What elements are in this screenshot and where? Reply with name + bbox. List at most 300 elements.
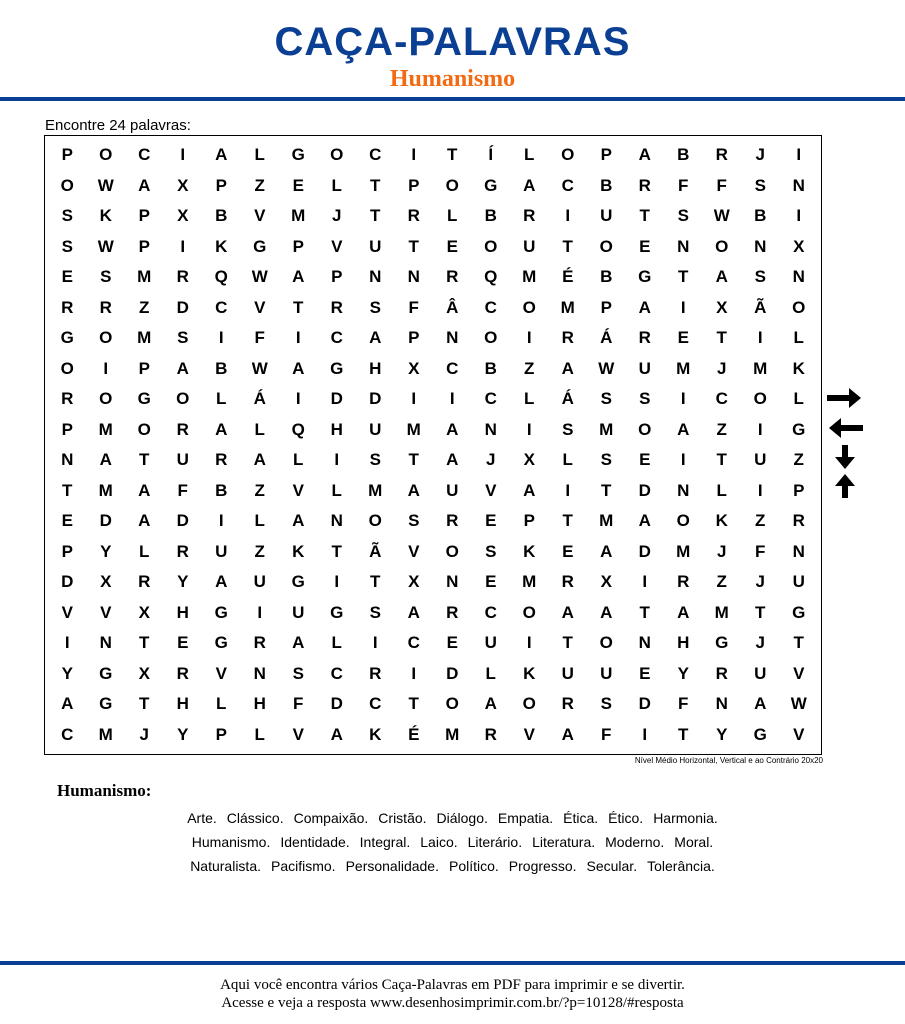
grid-cell: L <box>716 480 727 500</box>
grid-cell: U <box>600 206 613 226</box>
grid-cell: O <box>99 389 113 409</box>
grid-cell: T <box>139 633 150 653</box>
grid-cell: G <box>137 389 151 409</box>
grid-cell: O <box>484 236 498 256</box>
grid-cell: A <box>561 602 574 622</box>
grid-cell: Z <box>793 450 804 470</box>
grid-cell: V <box>292 480 304 500</box>
grid-cell: G <box>792 419 806 439</box>
grid-cell: L <box>254 724 265 744</box>
grid-cell: O <box>60 358 74 378</box>
grid-cell: E <box>562 541 574 561</box>
grid-cell: D <box>638 480 651 500</box>
grid-cell: A <box>484 694 497 714</box>
grid-cell: M <box>291 206 306 226</box>
grid-cell: H <box>330 419 343 439</box>
grid-cell: R <box>176 419 189 439</box>
grid-cell: P <box>215 175 227 195</box>
grid-cell: X <box>138 602 150 622</box>
grid-cell: G <box>753 724 767 744</box>
word-list-item: Ético. <box>608 810 644 826</box>
grid-cell: E <box>677 328 689 348</box>
grid-cell: M <box>599 419 614 439</box>
grid-cell: V <box>793 663 805 683</box>
grid-cell: T <box>562 511 573 531</box>
word-list-item: Personalidade. <box>345 858 439 874</box>
grid-cell: L <box>254 511 265 531</box>
grid-cell: A <box>138 511 151 531</box>
grid-cell: R <box>176 663 189 683</box>
grid-cell: M <box>522 267 537 287</box>
grid-cell: J <box>755 145 765 165</box>
grid-cell: S <box>600 450 612 470</box>
footer-divider <box>0 961 905 965</box>
grid-cell: P <box>331 267 343 287</box>
grid-cell: I <box>757 419 763 439</box>
grid-cell: F <box>293 694 304 714</box>
grid-cell: E <box>639 663 651 683</box>
grid-cell: H <box>176 602 189 622</box>
grid-cell: N <box>792 541 805 561</box>
grid-cell: V <box>215 663 227 683</box>
grid-cell: R <box>446 267 459 287</box>
word-list-item: Arte. <box>187 810 217 826</box>
grid-cell: X <box>793 236 805 256</box>
word-list-item: Literatura. <box>532 834 596 850</box>
grid-cell: A <box>215 419 228 439</box>
word-list-item: Empatia. <box>497 810 554 826</box>
grid-cell: N <box>677 480 690 500</box>
grid-cell: B <box>754 206 767 226</box>
grid-cell: U <box>754 663 767 683</box>
grid-cell: G <box>330 358 344 378</box>
letter-grid <box>48 140 818 750</box>
grid-cell: G <box>214 602 228 622</box>
grid-cell: M <box>599 511 614 531</box>
grid-cell: A <box>638 297 651 317</box>
grid-cell: V <box>523 724 535 744</box>
grid-cell: O <box>522 694 536 714</box>
grid-cell: C <box>330 663 343 683</box>
grid-cell: K <box>523 541 536 561</box>
grid-cell: K <box>715 511 728 531</box>
grid-cell: M <box>522 572 537 592</box>
grid-cell: O <box>599 633 613 653</box>
grid-cell: Á <box>561 389 574 409</box>
grid-cell: É <box>562 267 574 287</box>
grid-cell: A <box>215 145 228 165</box>
word-list-item: Humanismo. <box>191 834 271 850</box>
arrow-up-icon <box>825 472 865 500</box>
grid-cell: T <box>562 633 573 653</box>
grid-cell: T <box>408 450 419 470</box>
grid-cell: I <box>411 145 417 165</box>
grid-cell: M <box>98 419 113 439</box>
grid-cell: I <box>680 297 686 317</box>
grid-cell: I <box>796 145 802 165</box>
grid-cell: F <box>601 724 612 744</box>
grid-cell: R <box>446 602 459 622</box>
grid-cell: W <box>713 206 730 226</box>
grid-cell: Y <box>716 724 728 744</box>
grid-cell: I <box>180 145 186 165</box>
grid-cell: V <box>485 480 497 500</box>
word-list-item: Compaixão. <box>293 810 369 826</box>
grid-cell: U <box>446 480 459 500</box>
grid-cell: I <box>103 358 109 378</box>
word-list-item: Diálogo. <box>436 810 488 826</box>
grid-cell: M <box>714 602 729 622</box>
grid-cell: R <box>99 297 112 317</box>
grid-cell: R <box>61 297 74 317</box>
grid-cell: N <box>638 633 651 653</box>
grid-cell: I <box>565 480 571 500</box>
grid-cell: F <box>177 480 188 500</box>
arrow-left-icon <box>825 415 865 441</box>
grid-cell: I <box>295 328 301 348</box>
grid-cell: V <box>100 602 112 622</box>
word-list-item: Ética. <box>563 810 599 826</box>
grid-cell: E <box>446 633 458 653</box>
grid-cell: O <box>60 175 74 195</box>
grid-cell: R <box>176 267 189 287</box>
grid-cell: K <box>523 663 536 683</box>
grid-cell: A <box>600 541 613 561</box>
grid-cell: V <box>408 541 420 561</box>
grid-cell: Z <box>755 511 766 531</box>
grid-cell: K <box>99 206 112 226</box>
grid-cell: R <box>61 389 74 409</box>
grid-cell: Z <box>139 297 150 317</box>
grid-cell: R <box>330 297 343 317</box>
grid-cell: R <box>715 145 728 165</box>
grid-cell: L <box>331 175 342 195</box>
grid-cell: Í <box>488 145 494 165</box>
grid-cell: A <box>407 480 420 500</box>
grid-cell: M <box>676 358 691 378</box>
grid-cell: I <box>257 602 263 622</box>
grid-cell: L <box>254 145 265 165</box>
grid-cell: R <box>253 633 266 653</box>
grid-cell: X <box>600 572 612 592</box>
grid-cell: T <box>370 572 381 592</box>
grid-cell: X <box>177 206 189 226</box>
grid-cell: A <box>523 480 536 500</box>
grid-cell: L <box>216 389 227 409</box>
grid-cell: X <box>138 663 150 683</box>
page-title: CAÇA-PALAVRAS <box>274 20 631 64</box>
grid-cell: E <box>485 511 497 531</box>
word-list-item: Literário. <box>467 834 523 850</box>
grid-cell: O <box>484 328 498 348</box>
grid-cell: I <box>218 328 224 348</box>
grid-cell: L <box>139 541 150 561</box>
grid-cell: V <box>254 206 266 226</box>
grid-cell: U <box>561 663 574 683</box>
footer-line-1: Aqui você encontra vários Caça-Palavras em PDF para imprimir e se divertir. <box>220 977 685 993</box>
grid-cell: V <box>292 724 304 744</box>
grid-cell: R <box>792 511 805 531</box>
grid-cell: C <box>561 175 574 195</box>
grid-cell: D <box>61 572 74 592</box>
grid-cell: I <box>565 206 571 226</box>
grid-cell: S <box>485 541 497 561</box>
grid-cell: V <box>61 602 73 622</box>
grid-cell: B <box>484 206 497 226</box>
grid-cell: T <box>447 145 458 165</box>
grid-cell: I <box>796 206 802 226</box>
grid-cell: K <box>292 541 305 561</box>
grid-cell: R <box>215 450 228 470</box>
grid-cell: G <box>253 236 267 256</box>
grid-cell: T <box>370 206 381 226</box>
grid-cell: R <box>677 572 690 592</box>
grid-cell: F <box>716 175 727 195</box>
grid-cell: N <box>446 328 459 348</box>
grid-cell: S <box>369 450 381 470</box>
grid-cell: N <box>792 175 805 195</box>
grid-cell: Q <box>484 267 498 287</box>
grid-cell: P <box>138 358 150 378</box>
grid-cell: J <box>139 724 149 744</box>
grid-cell: F <box>755 541 766 561</box>
grid-cell: S <box>369 602 381 622</box>
grid-cell: I <box>372 633 378 653</box>
grid-cell: G <box>715 633 729 653</box>
grid-cell: N <box>369 267 382 287</box>
grid-cell: X <box>177 175 189 195</box>
grid-cell: R <box>561 328 574 348</box>
grid-cell: X <box>408 358 420 378</box>
grid-cell: N <box>407 267 420 287</box>
grid-cell: I <box>334 450 340 470</box>
grid-cell: N <box>99 633 112 653</box>
grid-cell: M <box>137 328 152 348</box>
grid-cell: C <box>484 602 497 622</box>
grid-cell: F <box>678 175 689 195</box>
grid-cell: O <box>522 297 536 317</box>
grid-cell: I <box>680 450 686 470</box>
grid-cell: P <box>600 297 612 317</box>
grid-cell: S <box>639 389 651 409</box>
grid-cell: L <box>293 450 304 470</box>
grid-cell: D <box>176 297 189 317</box>
grid-cell: P <box>793 480 805 500</box>
grid-cell: T <box>639 206 650 226</box>
grid-cell: W <box>251 267 268 287</box>
grid-cell: Y <box>177 572 189 592</box>
grid-cell: A <box>176 358 189 378</box>
grid-cell: Á <box>600 328 613 348</box>
grid-cell: L <box>562 450 573 470</box>
grid-cell: I <box>642 724 648 744</box>
word-list-item: Político. <box>448 858 499 874</box>
grid-cell: W <box>251 358 268 378</box>
word-list-line-3 <box>60 857 845 875</box>
grid-cell: Ã <box>754 297 767 317</box>
grid-cell: N <box>446 572 459 592</box>
grid-cell: B <box>600 267 613 287</box>
grid-cell: O <box>561 145 575 165</box>
grid-cell: X <box>716 297 728 317</box>
grid-cell: N <box>754 236 767 256</box>
grid-cell: U <box>176 450 189 470</box>
grid-cell: B <box>215 206 228 226</box>
grid-cell: O <box>330 145 344 165</box>
grid-cell: T <box>293 297 304 317</box>
grid-cell: Y <box>61 663 73 683</box>
grid-cell: S <box>677 206 689 226</box>
grid-cell: S <box>100 267 112 287</box>
grid-cell: V <box>254 297 266 317</box>
grid-cell: O <box>522 602 536 622</box>
grid-cell: I <box>449 389 455 409</box>
grid-cell: B <box>600 175 613 195</box>
grid-cell: S <box>177 328 189 348</box>
grid-cell: H <box>253 694 266 714</box>
grid-cell: L <box>524 145 535 165</box>
grid-cell: T <box>639 602 650 622</box>
grid-cell: Q <box>291 419 305 439</box>
grid-cell: C <box>61 724 74 744</box>
word-search-grid <box>44 135 822 755</box>
grid-cell: M <box>98 724 113 744</box>
grid-cell: G <box>214 633 228 653</box>
level-note: Nível Médio Horizontal, Vertical e ao Contrário 20x20 <box>634 756 823 765</box>
grid-cell: T <box>716 328 727 348</box>
grid-cell: F <box>408 297 419 317</box>
grid-cell: U <box>484 633 497 653</box>
word-list-item: Tolerância. <box>647 858 715 874</box>
grid-cell: M <box>676 541 691 561</box>
grid-cell: O <box>99 145 113 165</box>
grid-cell: N <box>61 450 74 470</box>
word-list-line-1 <box>60 809 845 827</box>
grid-cell: T <box>62 480 73 500</box>
grid-cell: D <box>176 511 189 531</box>
grid-cell: C <box>369 694 382 714</box>
grid-cell: F <box>678 694 689 714</box>
grid-cell: Á <box>253 389 266 409</box>
grid-cell: L <box>331 480 342 500</box>
grid-cell: M <box>406 419 421 439</box>
grid-cell: U <box>215 541 228 561</box>
grid-cell: D <box>99 511 112 531</box>
grid-cell: L <box>447 206 458 226</box>
grid-cell: C <box>484 389 497 409</box>
grid-cell: O <box>676 511 690 531</box>
grid-cell: P <box>408 328 420 348</box>
grid-cell: T <box>755 602 766 622</box>
grid-cell: A <box>677 419 690 439</box>
grid-cell: D <box>330 389 343 409</box>
grid-cell: A <box>292 267 305 287</box>
grid-cell: I <box>180 236 186 256</box>
grid-cell: W <box>97 175 114 195</box>
grid-cell: E <box>292 175 304 195</box>
grid-cell: A <box>292 511 305 531</box>
grid-cell: D <box>638 541 651 561</box>
grid-cell: I <box>295 389 301 409</box>
grid-cell: A <box>330 724 343 744</box>
grid-cell: S <box>369 297 381 317</box>
grid-cell: G <box>291 145 305 165</box>
grid-cell: Ã <box>369 541 382 561</box>
grid-cell: A <box>215 572 228 592</box>
grid-cell: J <box>717 358 727 378</box>
grid-cell: M <box>137 267 152 287</box>
grid-cell: C <box>715 389 728 409</box>
grid-cell: Z <box>716 572 727 592</box>
grid-cell: Z <box>716 419 727 439</box>
grid-cell: A <box>638 511 651 531</box>
grid-cell: Z <box>254 480 265 500</box>
grid-cell: K <box>792 358 805 378</box>
grid-cell: I <box>411 389 417 409</box>
grid-cell: R <box>446 511 459 531</box>
grid-cell: B <box>484 358 497 378</box>
grid-cell: R <box>715 663 728 683</box>
grid-cell: R <box>561 694 574 714</box>
grid-cell: A <box>138 175 151 195</box>
grid-cell: G <box>60 328 74 348</box>
word-list-item: Moral. <box>674 834 714 850</box>
grid-cell: P <box>61 145 73 165</box>
grid-cell: G <box>99 694 113 714</box>
footer-line-2: Acesse e veja a resposta www.desenhosimprimir.com.br/?p=10128/#resposta <box>221 995 684 1011</box>
grid-cell: U <box>754 450 767 470</box>
grid-cell: D <box>446 663 459 683</box>
grid-cell: M <box>98 480 113 500</box>
grid-cell: M <box>445 724 460 744</box>
grid-cell: R <box>176 541 189 561</box>
grid-cell: U <box>792 572 805 592</box>
grid-cell: I <box>64 633 70 653</box>
grid-cell: I <box>526 633 532 653</box>
grid-cell: E <box>61 267 73 287</box>
grid-cell: P <box>61 541 73 561</box>
grid-cell: T <box>331 541 342 561</box>
grid-cell: O <box>638 419 652 439</box>
grid-cell: U <box>369 419 382 439</box>
grid-cell: P <box>138 206 150 226</box>
header-divider <box>0 97 905 101</box>
grid-cell: R <box>369 663 382 683</box>
grid-cell: X <box>408 572 420 592</box>
grid-cell: G <box>638 267 652 287</box>
grid-cell: R <box>138 572 151 592</box>
grid-cell: G <box>99 663 113 683</box>
grid-cell: R <box>407 206 420 226</box>
grid-cell: P <box>215 724 227 744</box>
grid-cell: I <box>334 572 340 592</box>
grid-cell: R <box>638 175 651 195</box>
grid-cell: Y <box>677 663 689 683</box>
grid-cell: N <box>677 236 690 256</box>
grid-cell: N <box>253 663 266 683</box>
grid-cell: M <box>368 480 383 500</box>
grid-cell: K <box>369 724 382 744</box>
grid-cell: T <box>139 694 150 714</box>
grid-cell: T <box>793 633 804 653</box>
grid-cell: P <box>523 511 535 531</box>
grid-cell: B <box>677 145 690 165</box>
grid-cell: Â <box>446 297 459 317</box>
grid-cell: N <box>484 419 497 439</box>
grid-cell: A <box>61 694 74 714</box>
grid-cell: T <box>678 267 689 287</box>
grid-cell: E <box>639 236 651 256</box>
